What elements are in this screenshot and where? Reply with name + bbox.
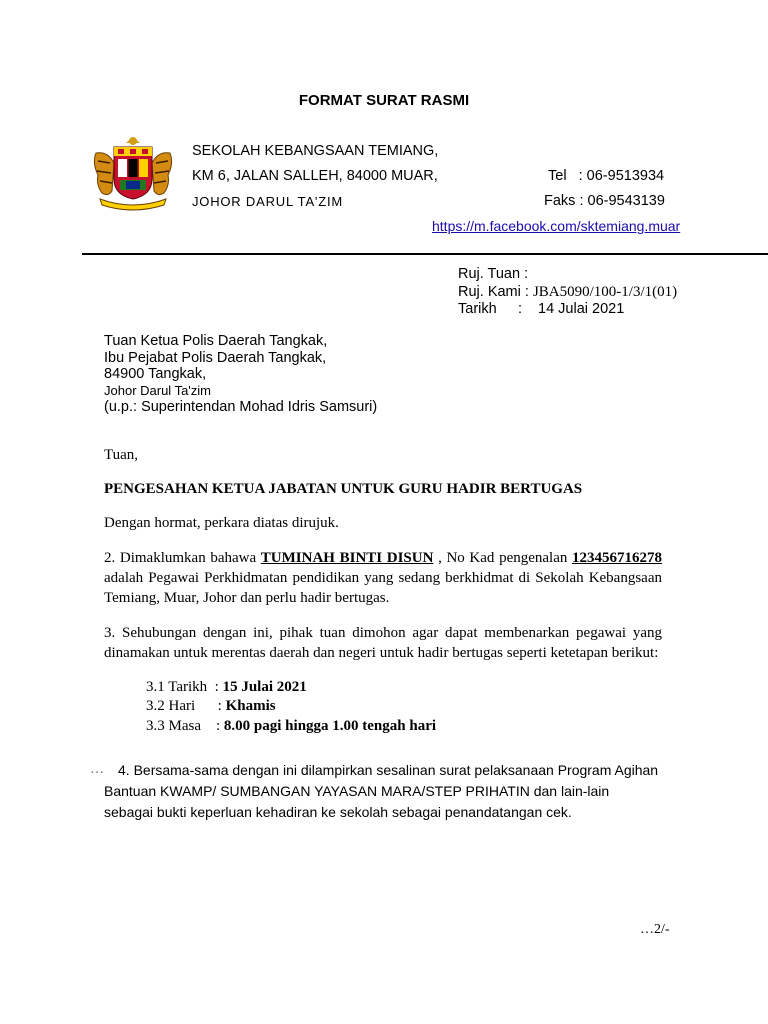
- paragraph-3: 3. Sehubungan dengan ini, pihak tuan dimohon agar dapat membenarkan pegawai yang dinamakan untuk merentas daerah dan negeri untuk hadir bertugas seperti ketetapan berikut:: [104, 625, 662, 661]
- paragraph-4: [104, 760, 664, 823]
- paragraph-2: [104, 548, 662, 608]
- para2-rest: adalah Pegawai Perkhidmatan pendidikan yang sedang berkhidmat di Sekolah Kebangsaan Temiang, Muar, Johor dan perlu hadir bertugas.: [104, 570, 662, 606]
- fax: Faks : 06-9543139: [544, 193, 665, 209]
- recipient-line-4: Johor Darul Ta'zim: [104, 383, 212, 398]
- ruj-kami-value: JBA5090/100-1/3/1(01): [532, 284, 678, 300]
- item-hari-value: Khamis: [225, 698, 276, 714]
- paragraph-2-first-line: [104, 548, 662, 568]
- item-tarikh-label: 3.1 Tarikh :: [146, 679, 223, 695]
- recipient-line-2: Ibu Pejabat Polis Daerah Tangkak,: [104, 350, 327, 366]
- para4-ellipsis: …: [90, 762, 104, 777]
- para4-line-2: Bantuan KWAMP/ SUMBANGAN YAYASAN MARA/STEP PRIHATIN dan lain-lain: [104, 783, 610, 799]
- recipient-line-1: Tuan Ketua Polis Daerah Tangkak,: [104, 333, 328, 349]
- ruj-kami: [458, 284, 677, 301]
- tarikh-label: Tarikh: [458, 301, 497, 317]
- subject: PENGESAHAN KETUA JABATAN UNTUK GURU HADIR BERTUGAS: [104, 481, 583, 497]
- item-hari-label: 3.2 Hari :: [146, 698, 226, 714]
- item-masa-value: 8.00 pagi hingga 1.00 tengah hari: [223, 718, 437, 734]
- document-title: FORMAT SURAT RASMI: [298, 92, 470, 109]
- ic-number: 123456716278: [572, 550, 663, 566]
- ruj-kami-label: Ruj. Kami :: [458, 284, 533, 300]
- coat-of-arms-logo: [90, 133, 176, 213]
- page-marker: …2/-: [640, 922, 670, 937]
- item-masa: [146, 718, 436, 735]
- para2-prefix: 2. Dimaklumkan bahawa: [104, 550, 261, 566]
- tarikh-separator: :: [518, 301, 523, 317]
- tarikh-value: 14 Julai 2021: [538, 301, 625, 317]
- officer-name: TUMINAH BINTI DISUN: [260, 550, 434, 566]
- header-divider: [82, 253, 768, 255]
- opening-line: Dengan hormat, perkara diatas dirujuk.: [104, 515, 339, 531]
- para2-mid: , No Kad pengenalan: [433, 550, 573, 566]
- recipient-line-5: (u.p.: Superintendan Mohad Idris Samsuri): [104, 399, 378, 415]
- school-state: JOHOR DARUL TA'ZIM: [192, 194, 343, 209]
- para4-line-3: sebagai bukti keperluan kehadiran ke sekolah sebagai penandatangan cek.: [104, 804, 572, 820]
- school-name: SEKOLAH KEBANGSAAN TEMIANG,: [192, 143, 439, 159]
- facebook-link[interactable]: https://m.facebook.com/sktemiang.muar: [432, 218, 681, 234]
- para4-line-1: 4. Bersama-sama dengan ini dilampirkan sesalinan surat pelaksanaan Program Agihan: [118, 762, 659, 778]
- item-masa-label: 3.3 Masa :: [146, 718, 224, 734]
- item-tarikh: [146, 679, 307, 696]
- school-address: KM 6, JALAN SALLEH, 84000 MUAR,: [192, 168, 438, 184]
- item-tarikh-value: 15 Julai 2021: [222, 679, 307, 695]
- recipient-line-3: 84900 Tangkak,: [104, 366, 207, 382]
- salutation: Tuan,: [104, 447, 139, 463]
- ruj-tuan: Ruj. Tuan :: [458, 266, 529, 282]
- item-hari: [146, 698, 276, 715]
- telephone: Tel : 06-9513934: [548, 168, 665, 184]
